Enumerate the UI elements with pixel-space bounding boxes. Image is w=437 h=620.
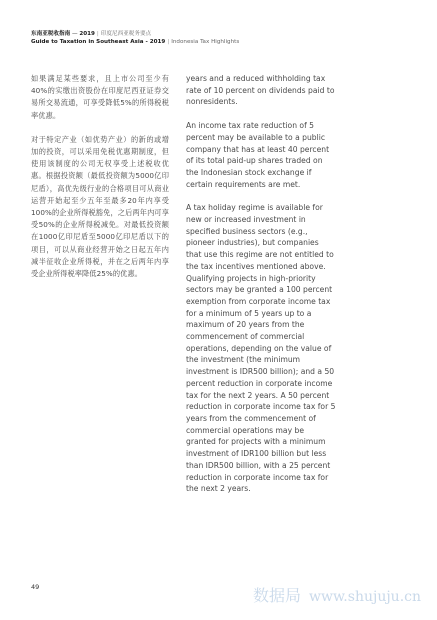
en-paragraph-1: years and a reduced withholding tax rate of 10 percent on dividends paid to nonresidents.	[186, 74, 335, 107]
header-separator: |	[96, 31, 99, 37]
page-number: 49	[31, 583, 40, 591]
page-header	[31, 30, 411, 46]
english-text-column	[186, 73, 336, 507]
watermark-cn: 数据局	[253, 586, 302, 605]
header-cn-line: 东南亚税收指南 — 2019 | 印度尼西亚税务要点	[31, 31, 152, 37]
header-title-en: Guide to Taxation in Southeast Asia - 2019	[31, 39, 166, 45]
en-paragraph-3: A tax holiday regime is available for new or increased investment in specified business sectors (e.g., pioneer industries), but companies that use this regime are not entitled to the tax incentives mentioned above. Qualifying projects in high-priority sectors may be granted a 100 percent exemption from corporate income tax for a minimum of 5 years up to a maximum of 20 years from the commencement of commercial operations, depending on the value of the investment (the minimum investment is IDR500 billion); and a 50 percent reduction in corporate income tax for the next 2 years. A 50 percent reduction in corporate income tax for 5 years from the commencement of commercial operations may be granted for projects with a minimum investment of IDR100 billion but less than IDR500 billion, with a 25 percent reduction in corporate income tax for the next 2 years.	[186, 203, 336, 494]
header-subtitle-cn: 印度尼西亚税务要点	[100, 31, 152, 37]
watermark	[253, 583, 421, 606]
header-en-line	[31, 38, 411, 46]
header-separator: |	[167, 39, 170, 45]
header-year-cn: 2019	[79, 31, 95, 37]
header-subtitle-en: Indonesia Tax Highlights	[171, 39, 240, 45]
watermark-url: www.shujuju.cn	[309, 589, 421, 605]
chinese-text-column	[31, 73, 169, 292]
en-paragraph-2: An income tax rate reduction of 5 percent may be available to a public company that has at least 40 percent of its total paid-up shares traded on the Indonesian stock exchange if certain requirements are met.	[186, 121, 330, 189]
header-title-cn: 东南亚税收指南	[31, 31, 71, 37]
cn-paragraph-2: 对于特定产业（如优势产业）的新的或增加的投资，可以采用免税优惠期制度，但使用该制度的公司无权享受上述税收优惠。根据投资额（最低投资额为5000亿印尼盾），高优先级行业的合格项目可从商业运营开始起至少五年至最多20年内享受100%的企业所得税豁免，之后两年内可享受50%的企业所得税减免。对最低投资额在1000亿印尼盾至5000亿印尼盾以下的项目，可以从商业经营开始之日起五年内减半征收企业所得税，并在之后两年内享受企业所得税率降低25%的优惠。	[31, 134, 169, 279]
cn-paragraph-1: 如果满足某些要求，且上市公司至少有40%的实缴出资股份在印度尼西亚证券交易所交易流通，可享受降低5%的所得税税率优惠。	[31, 74, 169, 120]
